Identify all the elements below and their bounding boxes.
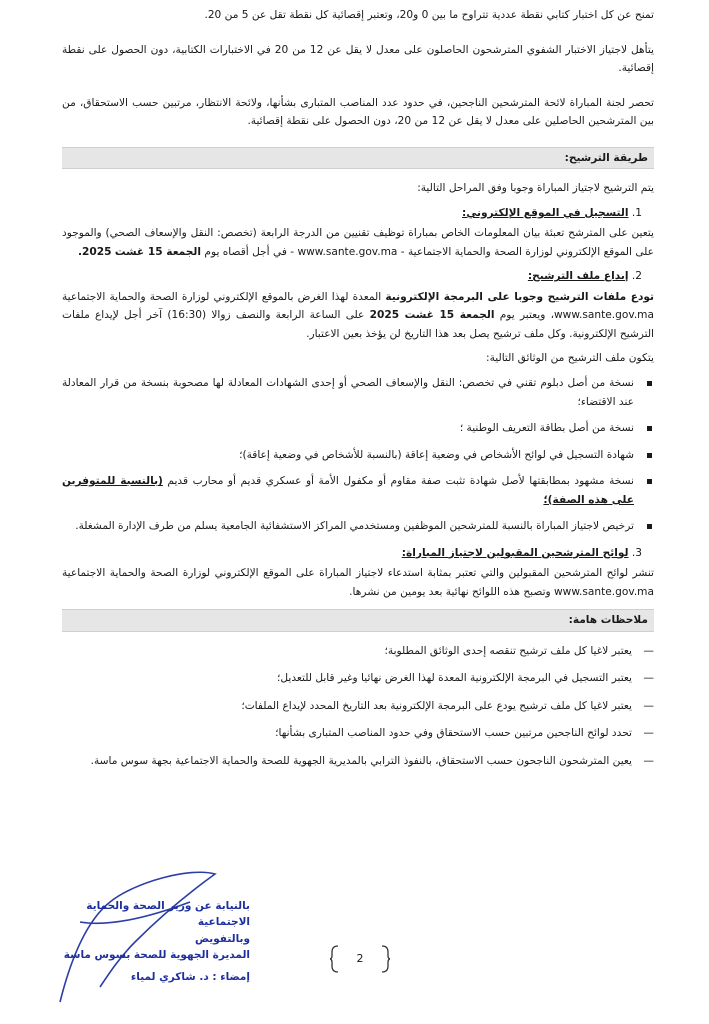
stamp-line-1: بالنيابة عن وزير الصحة والحماية الاجتماعية xyxy=(86,900,250,929)
page-number-value: 2 xyxy=(356,952,364,965)
step-1-deadline: الجمعة 15 غشت xyxy=(114,245,202,258)
candidacy-intro: يتم الترشيح لاجتياز المباراة وجوبا وفق المراحل التالية: xyxy=(417,182,654,195)
note-item: — يعتبر لاغيا كل ملف ترشيح يودع على البرمجة الإلكترونية بعد التاريخ المحدد لإيداع الملفات؛ xyxy=(62,697,654,716)
page-number xyxy=(330,944,390,974)
stamp-signer: إمضاء : د. شاكري لمياء xyxy=(130,971,250,984)
step-1-title: التسجيل في الموقع الإلكتروني: xyxy=(462,206,629,219)
note-item: — يعتبر التسجيل في البرمجة الإلكترونية المعدة لهذا الغرض نهائيا وغير قابل للتعديل؛ xyxy=(62,669,654,688)
step-2-title: إيداع ملف الترشيح: xyxy=(527,270,629,283)
note-item: — يعين المترشحون الناجحون حسب الاستحقاق، بالنفوذ الترابي بالمديرية الجهوية للصحة والحماية الاجتماعية بجهة سوس ماسة. xyxy=(62,752,654,771)
note-item: — تحدد لوائح الناجحين مرتبين حسب الاستحقاق وفي حدود المناصب المتبارى بشأنها؛ xyxy=(62,724,654,743)
step-2-body-b: على الساعة الرابعة والنصف زوالا (16:30) آخر أجل لإيداع ملفات الترشيح الإلكترونية. وكل ملف ترشيح يصل بعد هذا التاريخ لن يؤخذ بعين الاعتبار. xyxy=(62,309,654,340)
step-3-title: لوائح المترشحين المقبولين لاجتياز المباراة: xyxy=(401,546,629,559)
step-1-heading xyxy=(62,204,654,223)
document-item: نسخة من أصل بطاقة التعريف الوطنية ؛ xyxy=(62,419,654,438)
step-2-lead: تودع ملفات الترشيح وجوبا على البرمجة الإلكترونية xyxy=(385,290,654,303)
docs-intro: يتكون ملف الترشيح من الوثائق التالية: xyxy=(486,352,654,365)
stamp-line-2: وبالتفويض xyxy=(194,932,250,945)
page-number-brackets xyxy=(330,944,390,974)
document-item: شهادة التسجيل في لوائح الأشخاص في وضعية إعاقة (بالنسبة للأشخاص في وضعية إعاقة)؛ xyxy=(62,446,654,465)
document-item: نسخة من أصل دبلوم تقني في تخصص: النقل والإسعاف الصحي أو إحدى الشهادات المعادلة لها مصحوبة بنسخة من قرار المعادلة عند الاقتضاء؛ xyxy=(62,374,654,411)
step-3-heading xyxy=(62,544,654,563)
step-2-number: 2. xyxy=(631,270,642,283)
candidacy-section-title: طريقة الترشيح: xyxy=(62,147,654,170)
notes-section-title: ملاحظات هامة: xyxy=(62,609,654,632)
step-2-text xyxy=(62,288,654,344)
step-2-body-a: المعدة لهذا الغرض بالموقع الإلكتروني لوزارة الصحة والحماية الاجتماعية www.sante.gov.ma، ويعتبر يوم xyxy=(62,290,654,322)
intro-paragraph-2: يتأهل لاجتياز الاختبار الشفوي المترشحون الحاصلون على معدل لا يقل عن 12 من 20 في الاختبارات الكتابية، دون الحصول على نقطة إقصائية. xyxy=(62,43,654,75)
document-item: ترخيص لاجتياز المباراة بالنسبة للمترشحين الموظفين ومستخدمي المراكز الاستشفائية الجامعية يسلم من طرف الإدارة المشغلة. xyxy=(62,517,654,536)
notes-list xyxy=(62,642,654,771)
intro-paragraph-3: تحصر لجنة المباراة لائحة المترشحين الناجحين، في حدود عدد المناصب المتبارى بشأنها، ولائحة الانتظار، مرتبين حسب الاستحقاق، من بين المترشحين الحاصلين على معدل لا يقل عن 12 من 20، دون الحصول على نقطة إقصائية. xyxy=(62,96,654,128)
step-3-number: 3. xyxy=(631,546,642,559)
required-documents-list xyxy=(62,374,654,536)
intro-paragraph-1: تمنح عن كل اختبار كتابي نقطة عددية تتراوح ما بين 0 و20، وتعتبر إقصائية كل نقطة تقل عن 5 من 20. xyxy=(204,9,654,21)
note-item: — يعتبر لاغيا كل ملف ترشيح تنقصه إحدى الوثائق المطلوبة؛ xyxy=(62,642,654,661)
step-1-text xyxy=(62,224,654,261)
step-1-number: 1. xyxy=(631,206,642,219)
document-item-note: (بالنسبة للمتوفرين على هذه الصفة)؛ xyxy=(62,475,634,506)
step-2-deadline: الجمعة 15 غشت 2025 xyxy=(369,309,495,322)
step-3-text: تنشر لوائح المترشحين المقبولين والتي تعتبر بمثابة استدعاء لاجتياز المباراة على الموقع الإلكتروني لوزارة الصحة والحماية الاجتماعية www.sante.gov.ma وتصبح هذه اللوائح نهائية بعد يومين من نشرها. xyxy=(62,567,654,598)
step-1-year: 2025. xyxy=(78,245,112,258)
step-2-heading xyxy=(62,267,654,286)
official-stamp xyxy=(40,898,250,985)
step-1-body: يتعين على المترشح تعبئة بيان المعلومات الخاص بمباراة توظيف تقنيين من الدرجة الرابعة (تخصص: النقل والإسعاف الصحي) والموجود على الموقع الإلكتروني لوزارة الصحة والحماية الاجتماعية - www.sante.gov.ma - في أجل أقصاه يوم xyxy=(62,227,654,258)
stamp-line-3: المديرة الجهوية للصحة بسوس ماسة xyxy=(63,948,250,961)
document-page xyxy=(62,6,654,779)
document-item-text: نسخة مشهود بمطابقتها لأصل شهادة تثبت صفة مقاوم أو مكفول الأمة أو عسكري قديم أو محارب قديم xyxy=(162,475,634,488)
document-item xyxy=(62,472,654,509)
